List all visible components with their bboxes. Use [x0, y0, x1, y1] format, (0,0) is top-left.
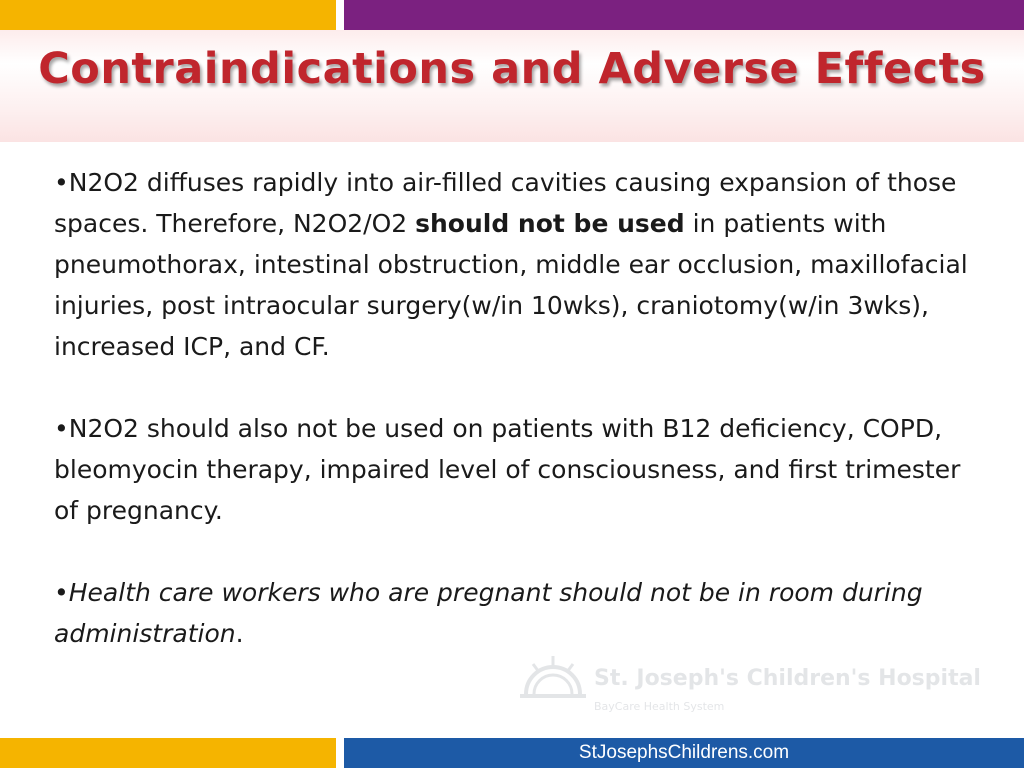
bullet-1 [54, 162, 984, 367]
slide-content [54, 162, 984, 695]
footer-website: StJosephsChildrens.com [578, 742, 790, 763]
hospital-logo-watermark [520, 652, 980, 722]
top-bar-yellow [0, 0, 336, 30]
sunburst-logo-icon [520, 654, 586, 700]
bullet-1-text-start: •N2O2 diffuses rapidly into air-filled cavities causing expansion of those spaces. Therefore, N2O2/O2 [54, 168, 957, 238]
bullet-2: •N2O2 should also not be used on patients with B12 deficiency, COPD, bleomyocin therapy, impaired level of consciousness, and first trimester of pregnancy. [54, 414, 961, 525]
bullet-1-emphasis: should not be used [415, 209, 685, 238]
bottom-bar-yellow [0, 738, 336, 768]
bottom-bar-blue [344, 738, 1024, 768]
bullet-3 [54, 572, 984, 654]
logo-subtitle: BayCare Health System [594, 700, 725, 713]
slide-title: Contraindications and Adverse Effects [38, 44, 986, 94]
bullet-3-marker: • [54, 578, 69, 607]
bullet-3-text: Health care workers who are pregnant should not be in room during administration [54, 578, 923, 648]
bullet-3-period: . [235, 619, 244, 648]
top-bar-purple [344, 0, 1024, 30]
logo-name: St. Joseph's Children's Hospital [594, 666, 981, 691]
bullet-1-text-end: in patients with pneumothorax, intestinal obstruction, middle ear occlusion, maxillofacial injuries, post intraocular surgery(w/in 10wks), craniotomy(w/in 3wks), increased ICP, and CF. [54, 209, 968, 361]
